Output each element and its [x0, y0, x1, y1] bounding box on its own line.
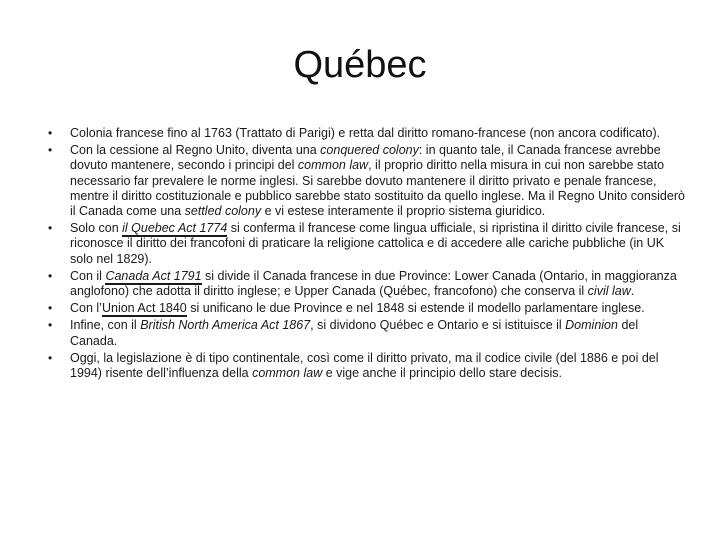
bullet-text: Infine, con il — [70, 318, 141, 333]
bullet-text: e vi estese interamente il proprio sistema giuridico. — [261, 204, 546, 219]
bullet-text: si conferma il francese come lingua ufficiale, si ripristina il diritto civile francese, si riconosce il diritto dei francofoni di praticare la religione cattolica e di accedere alle cariche pubbliche (in UK solo nel 1829). — [70, 221, 681, 266]
bullet-text: Solo con — [70, 221, 123, 236]
bullet-text: si divide il Canada francese in due Province: Lower Canada (Ontario, in maggioranza anglofono) che adotta il diritto inglese; e Upper Canada (Québec, francofono) che conserva il — [70, 268, 677, 299]
italic-text: settled colony — [184, 204, 262, 219]
italic-text: civil law — [587, 284, 631, 299]
bullet-text: e vige anche il principio dello stare decisis. — [322, 366, 562, 381]
bullet-text: : in quanto tale, il Canada francese avrebbe dovuto mantenere, secondo i principi del — [70, 143, 661, 173]
bullet-list — [48, 126, 688, 383]
bullet-text: Oggi, la legislazione è di tipo continentale, così come il diritto privato, ma il codice civile (del 1886 e poi del 1994) risente dell’influenza della — [70, 350, 659, 381]
bullet-item — [48, 126, 688, 141]
italic-text: conquered colony — [320, 143, 419, 158]
italic-text: Canada Act 1791 — [105, 268, 202, 283]
bullet-item — [48, 143, 688, 219]
italic-text: Dominion — [565, 318, 618, 333]
bullet-text: del Canada. — [70, 318, 639, 348]
bullet-item — [48, 351, 688, 381]
bullet-item — [48, 301, 688, 316]
bullet-text: Colonia francese fino al 1763 (Trattato di Parigi) e retta dal diritto romano-francese (non ancora codificato). — [70, 126, 661, 140]
bullet-item — [48, 221, 688, 267]
italic-text: il Quebec Act 1774 — [122, 221, 228, 236]
slide-title: Québec — [293, 44, 427, 86]
bullet-text: Con l’ — [70, 301, 102, 316]
bullet-text: , il proprio diritto nella misura in cui non sarebbe stato necessario far prevalere le norme inglesi. Si sarebbe dovuto mantenere il diritto privato e penale francese, mentre il diritto costituzionale e pubblico sarebbe stato sostituito da quello inglese. Ma il Regno Unito considerò il Canada come una — [70, 158, 685, 219]
italic-text: common law — [252, 366, 323, 381]
bullet-text: si unificano le due Province e nel 1848 si estende il modello parlamentare inglese. — [186, 301, 645, 316]
italic-text: British North America Act 1867 — [140, 318, 311, 333]
italic-text: common law — [297, 158, 369, 173]
bullet-text: Con la cessione al Regno Unito, diventa una — [70, 143, 321, 158]
bullet-text: , si dividono Québec e Ontario e si istituisce il — [310, 318, 566, 333]
bullet-text: Union Act 1840 — [101, 301, 187, 316]
bullet-text: Con il — [70, 268, 106, 283]
bullet-text: . — [630, 284, 635, 299]
bullet-item — [48, 318, 688, 348]
bullet-item — [48, 269, 688, 299]
